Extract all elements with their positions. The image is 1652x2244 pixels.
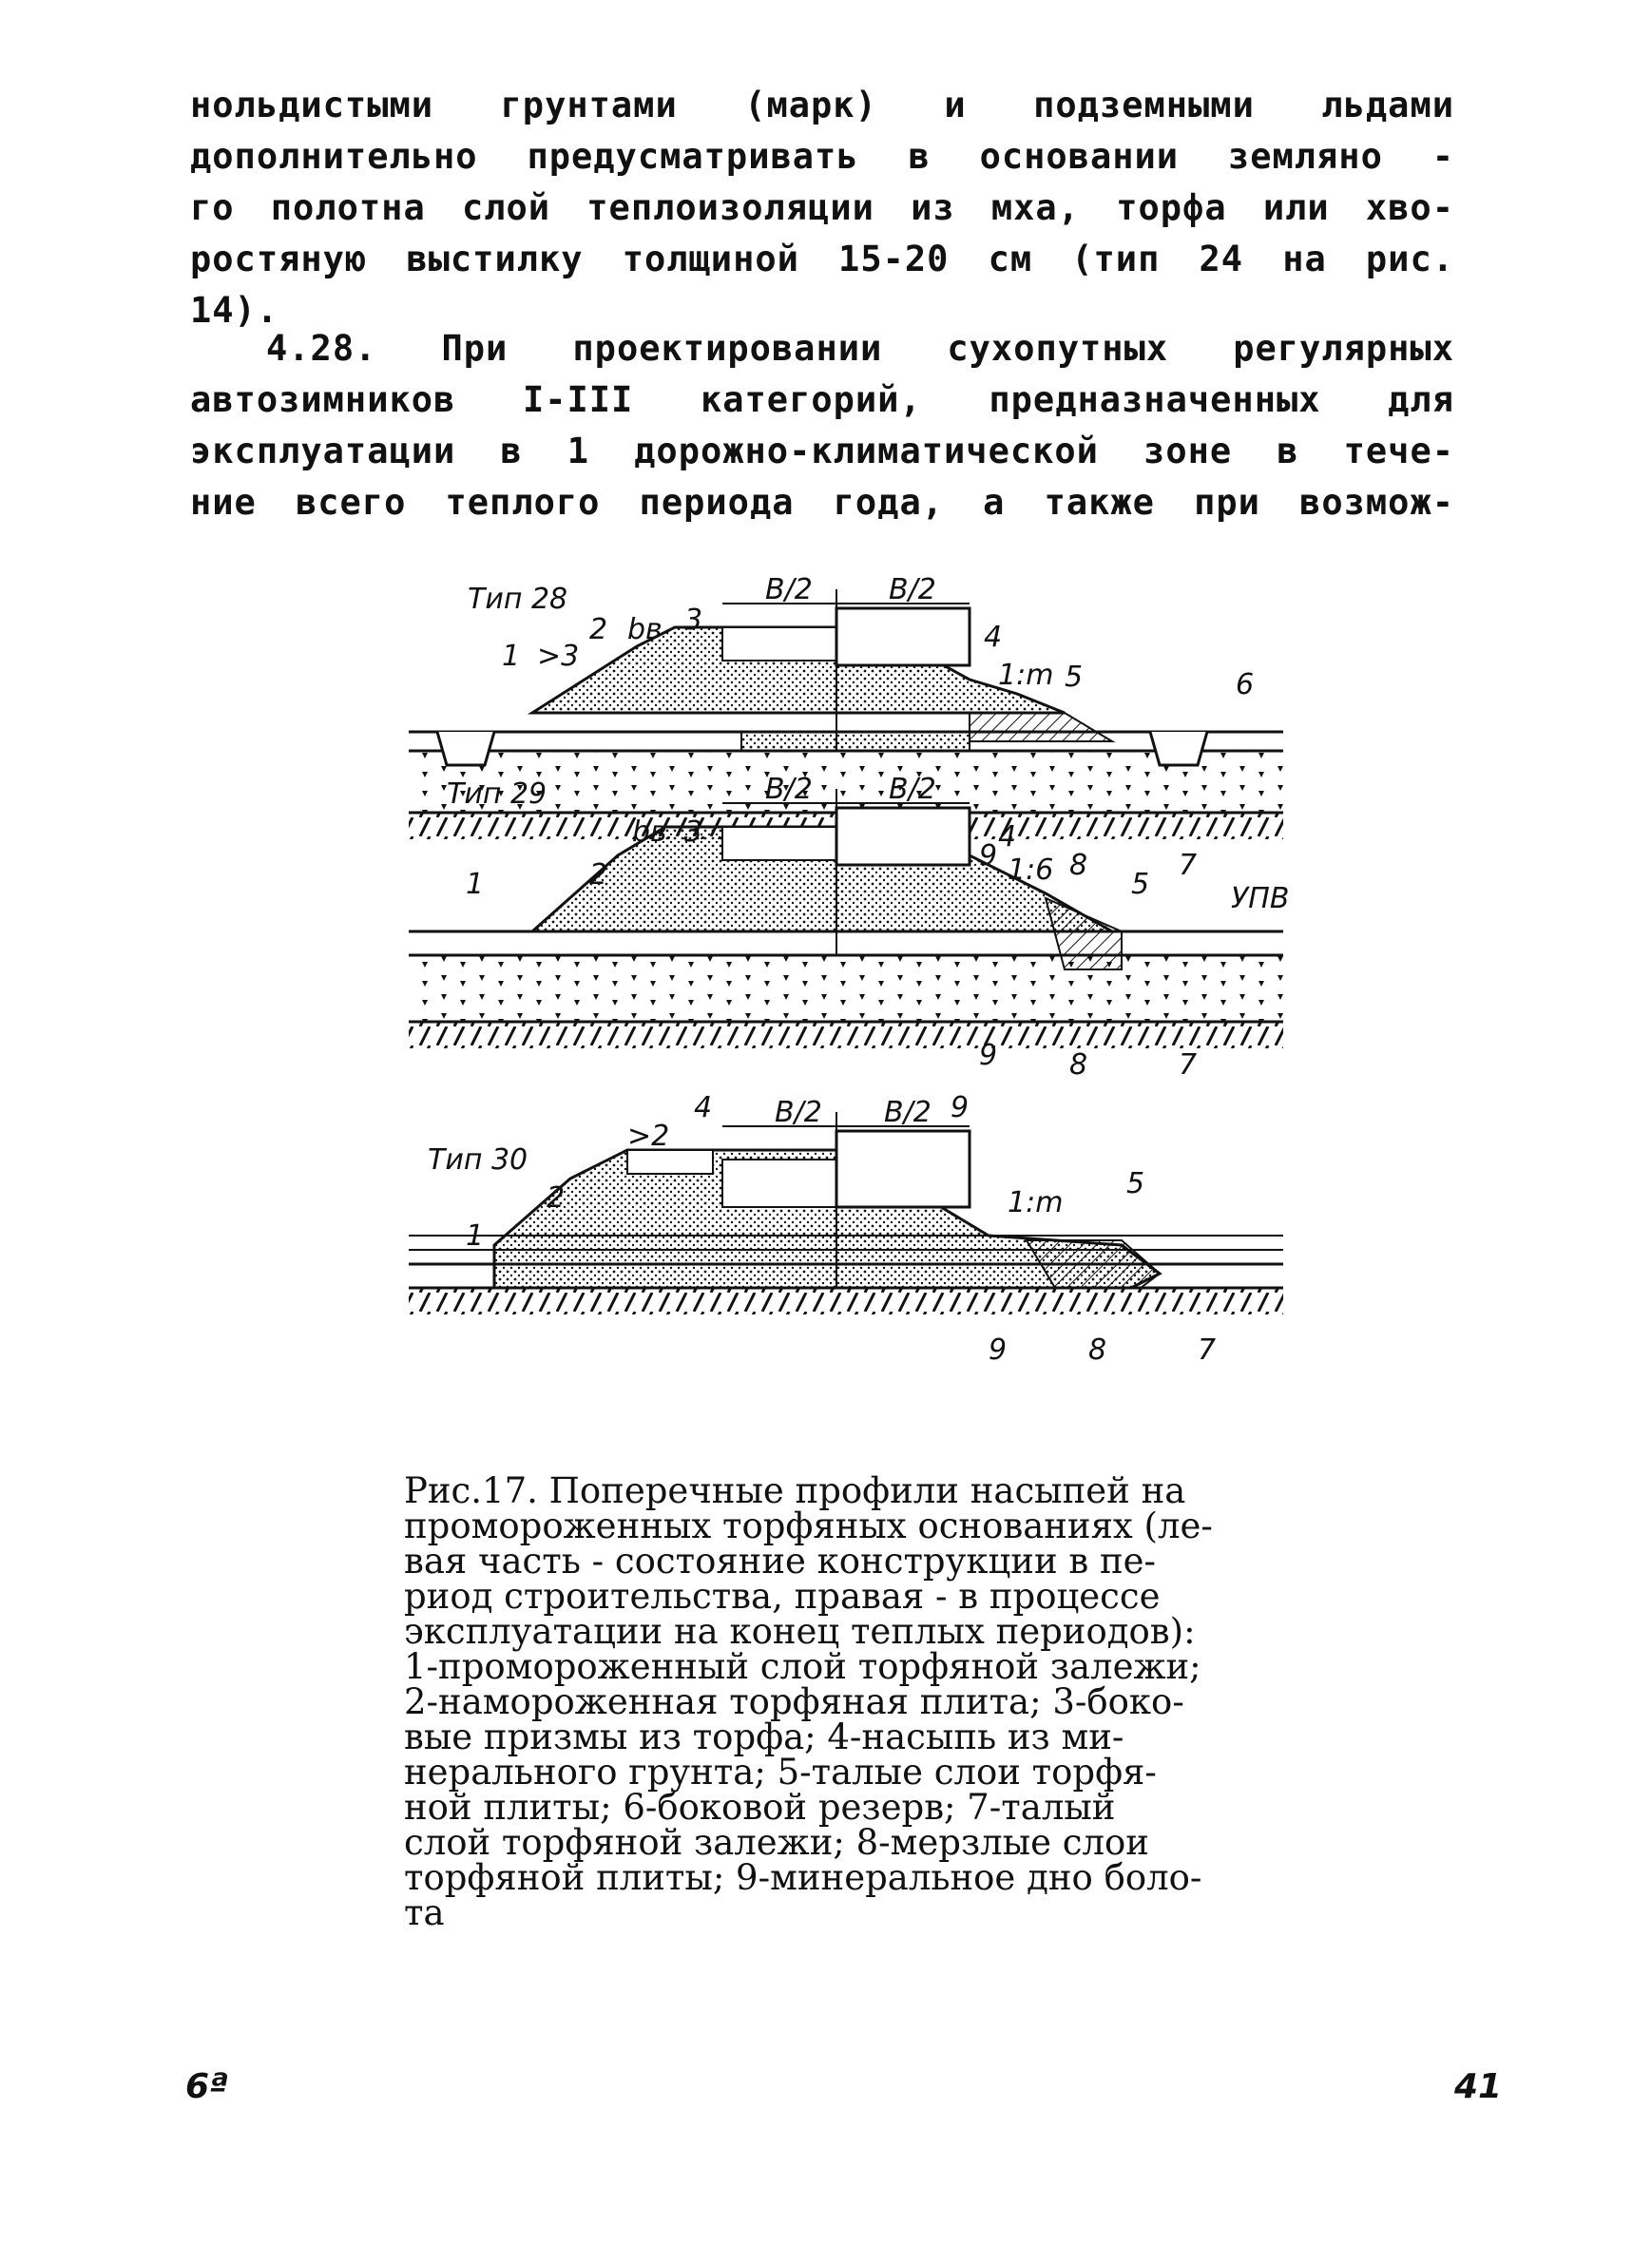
svg-text:3: 3	[684, 815, 703, 849]
caption-line: промороженных торфяных основаниях (ле-	[404, 1506, 1213, 1546]
svg-text:6: 6	[1236, 668, 1255, 701]
caption-line: риод строительства, правая - в процессе	[404, 1576, 1161, 1617]
svg-text:2: 2	[547, 1181, 566, 1215]
type-28-label: Тип 28	[468, 583, 568, 616]
svg-text:1:6: 1:6	[1008, 853, 1054, 887]
svg-text:1:m: 1:m	[1008, 1186, 1064, 1219]
svg-text:7: 7	[1198, 1333, 1217, 1367]
svg-text:>2: >2	[627, 1120, 670, 1153]
svg-text:4: 4	[984, 621, 1003, 654]
svg-text:УПВ: УПВ	[1231, 882, 1290, 915]
svg-text:B/2: B/2	[889, 573, 936, 606]
caption-line: 1-промороженный слой торфяной залежи;	[404, 1646, 1201, 1687]
svg-text:9: 9	[989, 1333, 1008, 1367]
text-line: дополнительно предусматривать в основании земляно -	[190, 136, 1454, 177]
text-line: эксплуатации в 1 дорожно-климатической зоне в тече-	[190, 431, 1454, 471]
caption-line: торфяной плиты; 9-минеральное дно боло-	[404, 1857, 1202, 1898]
type-30-profile	[409, 1091, 1283, 1367]
svg-text:B/2: B/2	[775, 1096, 822, 1129]
page-number-left: 6ª	[185, 2067, 229, 2106]
svg-text:7: 7	[1179, 1048, 1198, 1082]
thawed-layer	[970, 713, 1112, 741]
text-line: го полотна слой теплоизоляции из мха, торфа или хво-	[190, 187, 1454, 228]
svg-text:1:m: 1:m	[998, 659, 1054, 692]
svg-text:9: 9	[979, 839, 998, 873]
svg-text:1: 1	[466, 1219, 485, 1253]
caption-line: слой торфяной залежи; 8-мерзлые слои	[404, 1822, 1149, 1863]
mineral-bottom	[409, 1288, 1283, 1314]
type-29-label: Тип 29	[447, 777, 547, 811]
svg-text:2: 2	[589, 613, 608, 646]
caption-line: Рис.17. Поперечные профили насыпей на	[404, 1470, 1186, 1511]
svg-text:8: 8	[1069, 1048, 1088, 1082]
caption-line: ной плиты; 6-боковой резерв; 7-талый	[404, 1787, 1116, 1828]
svg-text:>3: >3	[537, 640, 580, 673]
figure-caption	[404, 1470, 1316, 1933]
text-line: ростяную выстилку толщиной 15-20 см (тип 24 на рис.	[190, 239, 1454, 279]
svg-text:8: 8	[1088, 1333, 1107, 1367]
svg-text:1: 1	[466, 868, 485, 901]
svg-text:bв: bв	[632, 815, 667, 849]
svg-text:9: 9	[951, 1091, 970, 1124]
svg-text:9: 9	[979, 1039, 998, 1072]
svg-text:5: 5	[1126, 1167, 1145, 1200]
text-line: автозимников I-III категорий, предназначенных для	[190, 379, 1454, 420]
svg-text:4: 4	[998, 820, 1017, 853]
text-line: 14).	[190, 290, 279, 331]
svg-text:1: 1	[502, 640, 521, 673]
caption-line: вые призмы из торфа; 4-насыпь из ми-	[404, 1717, 1124, 1757]
caption-line: та	[404, 1892, 445, 1933]
svg-text:bв: bв	[627, 613, 663, 646]
svg-text:3: 3	[684, 604, 703, 637]
svg-text:B/2: B/2	[889, 773, 936, 806]
page-number-right: 41	[1454, 2067, 1503, 2106]
svg-text:4: 4	[694, 1091, 713, 1124]
peat-deposit	[409, 955, 1283, 1022]
svg-text:B/2: B/2	[765, 573, 813, 606]
text-line: нольдистыми грунтами (марк) и подземными льдами	[190, 85, 1454, 125]
svg-text:2: 2	[589, 858, 608, 892]
text-line: ние всего теплого периода года, а также при возмож-	[190, 482, 1454, 523]
svg-text:7: 7	[1179, 849, 1198, 882]
paragraph-1	[190, 80, 1454, 336]
svg-text:B/2: B/2	[884, 1096, 932, 1129]
svg-text:8: 8	[1069, 849, 1088, 882]
type-30-label: Тип 30	[428, 1143, 528, 1177]
text-line: 4.28. При проектировании сухопутных регулярных	[266, 328, 1454, 369]
caption-line: 2-намороженная торфяная плита; 3-боко-	[404, 1681, 1184, 1722]
svg-text:5: 5	[1065, 661, 1084, 694]
mineral-bottom	[409, 1022, 1283, 1048]
caption-line: нерального грунта; 5-талые слои торфя-	[404, 1752, 1157, 1793]
cross-section-figure	[399, 570, 1302, 1464]
svg-text:5: 5	[1131, 868, 1150, 901]
caption-line: вая часть - состояние конструкции в пе-	[404, 1541, 1157, 1582]
caption-line: эксплуатации на конец теплых периодов):	[404, 1611, 1196, 1652]
paragraph-2	[190, 323, 1454, 528]
svg-text:B/2: B/2	[765, 773, 813, 806]
